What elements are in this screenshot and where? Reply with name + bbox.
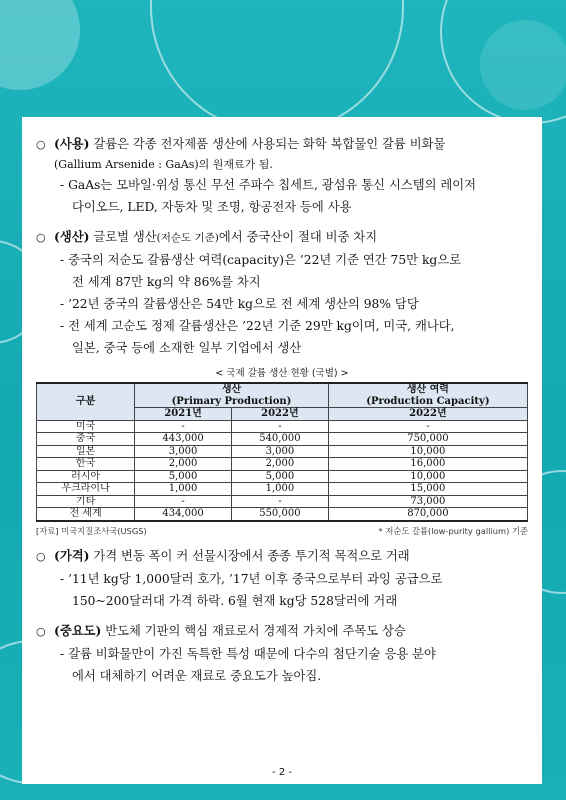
country-cell: 러시아 xyxy=(37,470,135,483)
table-row xyxy=(37,495,528,508)
table-row xyxy=(37,458,528,471)
production-bullet-2: - ’22년 중국의 갈륨생산은 54만 kg으로 전 세계 생산의 98% 담당 xyxy=(60,297,419,311)
value-cell: - xyxy=(231,495,328,508)
value-cell: 2,000 xyxy=(135,458,232,471)
table-row xyxy=(37,420,528,433)
table-row xyxy=(37,508,528,521)
value-cell: 1,000 xyxy=(231,483,328,496)
section-importance: ○ (중요도) 반도체 기판의 핵심 재료로서 경제적 가치에 주목도 상승 xyxy=(36,622,406,638)
section-usage: ○ (사용) 갈륨은 각종 전자제품 생산에 사용되는 화학 복합물인 갈륨 비화물 xyxy=(36,133,528,156)
gallium-production-table xyxy=(36,382,528,522)
section-production: ○ (생산) 글로벌 생산(저순도 기준)에서 중국산이 절대 비중 차지 xyxy=(36,229,378,244)
price-bullet: - ’11년 kg당 1,000달러 호가, ’17년 이후 중국으로부터 과잉 공급으로 150~200달러대 가격 하락. 6월 현재 kg당 528달러에 거래 xyxy=(60,571,443,608)
table-caption: < 국제 갈륨 생산 현황 (국별) > xyxy=(215,368,349,379)
value-cell: 540,000 xyxy=(231,433,328,446)
table-row xyxy=(37,445,528,458)
section-usage-line2: (Gallium Arsenide : GaAs)의 원재료가 됨. xyxy=(54,158,273,171)
header-year: 2022년 xyxy=(231,408,328,421)
value-cell: 10,000 xyxy=(328,470,527,483)
header-production: 생산 (Primary Production) xyxy=(135,383,329,408)
table-source: [자료] 미국지질조사국(USGS) * 저순도 갈륨(low-purity gallium) 기준 xyxy=(36,525,528,536)
value-cell: 550,000 xyxy=(231,508,328,521)
value-cell: 73,000 xyxy=(328,495,527,508)
circle-decoration xyxy=(150,0,404,134)
value-cell: 1,000 xyxy=(135,483,232,496)
value-cell: 750,000 xyxy=(328,433,527,446)
country-cell: 기타 xyxy=(37,495,135,508)
page-number: - 2 - xyxy=(272,767,292,778)
country-cell: 일본 xyxy=(37,445,135,458)
value-cell: 2,000 xyxy=(231,458,328,471)
bullet-circle: ○ xyxy=(36,138,46,151)
table-row xyxy=(37,433,528,446)
value-cell: - xyxy=(135,420,232,433)
production-bullet-3: - 전 세계 고순도 정제 갈륨생산은 ’22년 기준 29만 kg이며, 미국, 캐나다, 일본, 중국 등에 소재한 일부 기업에서 생산 xyxy=(60,319,455,355)
value-cell: - xyxy=(135,495,232,508)
value-cell: 3,000 xyxy=(231,445,328,458)
value-cell: 15,000 xyxy=(328,483,527,496)
header-year: 2021년 xyxy=(135,408,232,421)
header-capacity: 생산 여력 (Production Capacity) xyxy=(328,383,527,408)
value-cell: - xyxy=(231,420,328,433)
country-cell: 우크라이나 xyxy=(37,483,135,496)
table-row xyxy=(37,470,528,483)
country-cell: 전 세계 xyxy=(37,508,135,521)
value-cell: 870,000 xyxy=(328,508,527,521)
value-cell: 5,000 xyxy=(231,470,328,483)
value-cell: 10,000 xyxy=(328,445,527,458)
header-year: 2022년 xyxy=(328,408,527,421)
country-cell: 한국 xyxy=(37,458,135,471)
value-cell: 3,000 xyxy=(135,445,232,458)
globe-decoration xyxy=(0,0,80,90)
country-cell: 중국 xyxy=(37,433,135,446)
value-cell: 16,000 xyxy=(328,458,527,471)
value-cell: - xyxy=(328,420,527,433)
value-cell: 434,000 xyxy=(135,508,232,521)
document-page xyxy=(22,117,542,784)
value-cell: 443,000 xyxy=(135,433,232,446)
country-cell: 미국 xyxy=(37,420,135,433)
usage-bullet: - GaAs는 모바일·위성 통신 무선 주파수 칩세트, 광섬유 통신 시스템의 레이저 다이오드, LED, 자동차 및 조명, 항공전자 등에 사용 xyxy=(60,178,477,214)
circle-decoration xyxy=(480,20,566,110)
production-bullet-1: - 중국의 저순도 갈륨생산 여력(capacity)은 ’22년 기준 연간 75만 kg으로 전 세계 87만 kg의 약 86%를 차지 xyxy=(60,253,462,289)
section-price: ○ (가격) 가격 변동 폭이 커 선물시장에서 종종 투기적 목적으로 거래 xyxy=(36,547,410,563)
table-row xyxy=(37,483,528,496)
importance-bullet: - 갈륨 비화물만이 가진 독특한 특성 때문에 다수의 첨단기술 응용 분야 에서 대체하기 어려운 재료로 중요도가 높아짐. xyxy=(60,646,436,683)
header-category: 구분 xyxy=(37,383,135,420)
value-cell: 5,000 xyxy=(135,470,232,483)
